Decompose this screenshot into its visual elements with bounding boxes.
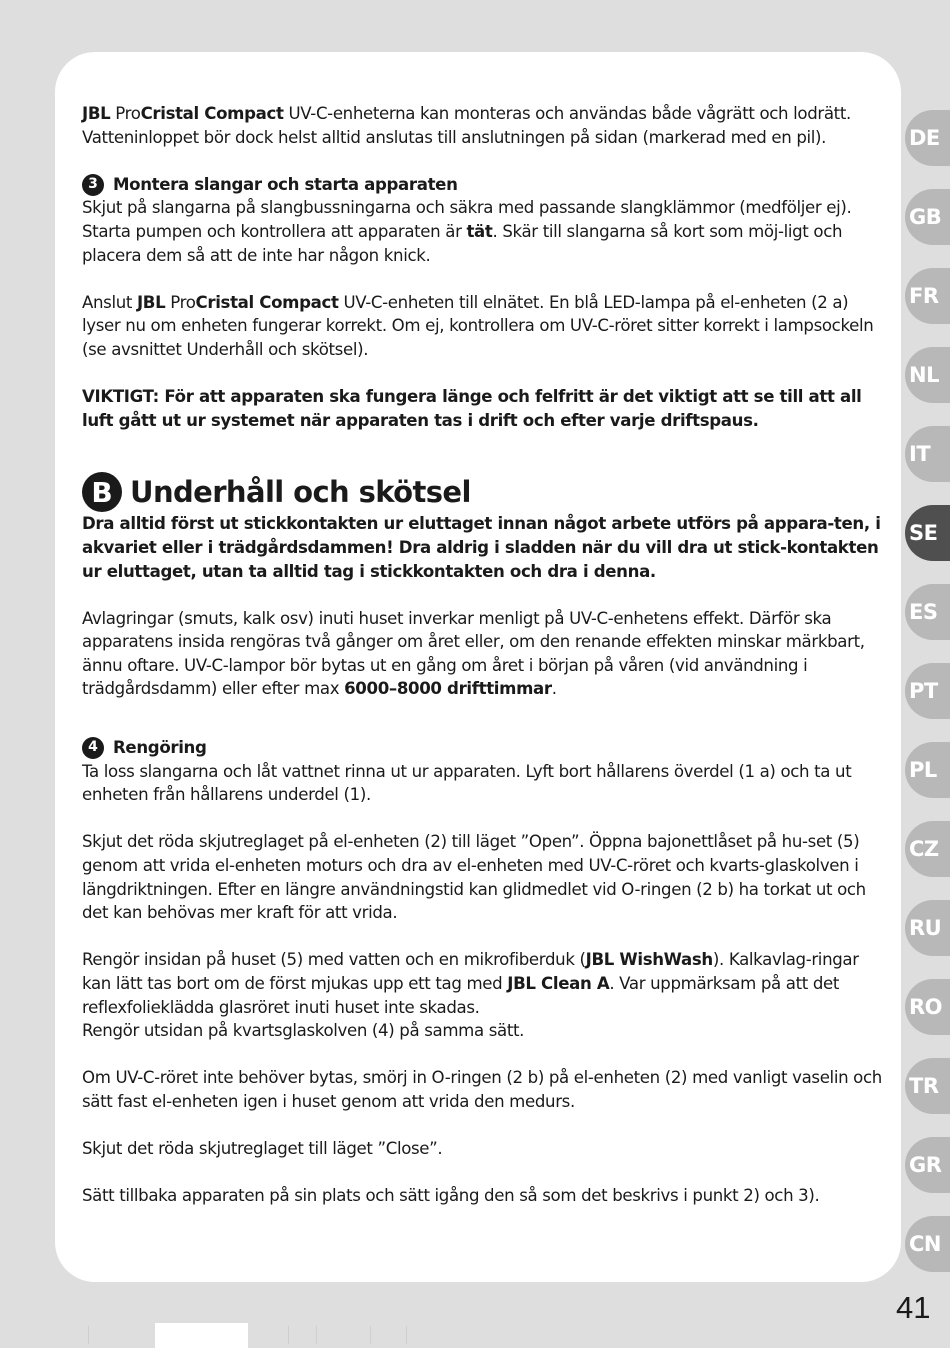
language-tab-ro[interactable]: RO bbox=[905, 979, 950, 1035]
safety-warning bbox=[82, 512, 882, 583]
deposits-text: Avlagringar (smuts, kalk osv) inuti huset inverkar menligt på UV-C-enhetens effekt. Därför ska apparatens insida rengöras två gånger om året eller, om den renande effekten minskar märkbart, ännu oftare. UV-C-lampor bör bytas ut en gång om året i början på våren (vid användning i trädgårdsdamm) eller efter max bbox=[82, 608, 865, 699]
section-b-heading bbox=[82, 472, 882, 512]
cleaning-paragraph-3 bbox=[82, 948, 882, 1042]
deposits-end: . bbox=[551, 679, 557, 699]
language-tab-se[interactable]: SE bbox=[905, 505, 950, 561]
cleaning-paragraph-4: Om UV-C-röret inte behöver bytas, smörj in O-ringen (2 b) på el-enheten (2) med vanligt vaselin och sätt fast el-enheten igen i huset genom att vrida den medurs. bbox=[82, 1068, 882, 1111]
emphasis-tight: tät bbox=[466, 221, 493, 241]
connect-text: UV-C-enheten till elnätet. En blå LED-lampa på el-enheten (2 a) lyser nu om enheten fungerar korrekt. Om ej, kontrollera om UV-C-röret sitter korrekt i lampsockeln (se avsnittet Underhåll och skötsel). bbox=[82, 292, 874, 359]
footer-tick bbox=[88, 1326, 89, 1344]
step-4-title: Rengöring bbox=[113, 738, 207, 758]
language-tab-pl[interactable]: PL bbox=[905, 742, 950, 798]
product-name: Cristal Compact bbox=[140, 104, 284, 123]
connect-paragraph bbox=[82, 291, 882, 362]
language-tab-gr[interactable]: GR bbox=[905, 1137, 950, 1193]
product-prefix: Pro bbox=[115, 104, 141, 123]
footer-tick bbox=[370, 1326, 371, 1344]
intro-paragraph bbox=[82, 102, 882, 149]
product-prefix: Pro bbox=[165, 292, 196, 312]
footer-strip bbox=[155, 1323, 248, 1348]
safety-warning-text: Dra alltid först ut stickkontakten ur eluttaget innan något arbete utförs på appara-ten, i akvariet eller i trädgårdsdammen! Dra aldrig i sladden när du vill dra ut stick-kontakten ur eluttaget, utan ta alltid tag i stickkontakten och dra i denna. bbox=[82, 514, 881, 581]
language-tab-pt[interactable]: PT bbox=[905, 663, 950, 719]
language-tab-es[interactable]: ES bbox=[905, 584, 950, 640]
step-3-paragraph bbox=[82, 196, 882, 267]
important-text: VIKTIGT: För att apparaten ska fungera länge och felfritt är det viktigt att se till att all luft gått ut ur systemet när apparaten tas i drift och efter varje driftspaus. bbox=[82, 387, 862, 430]
cleaning-paragraph-1: Ta loss slangarna och låt vattnet rinna ut ur apparaten. Lyft bort hållarens överdel (1 a) och ta ut enheten från hållarens underdel (1). bbox=[82, 761, 852, 805]
language-tab-cz[interactable]: CZ bbox=[905, 821, 950, 877]
footer-tick bbox=[288, 1326, 289, 1344]
brand-name: JBL bbox=[82, 104, 111, 123]
important-notice bbox=[82, 385, 882, 432]
cleaning-text: . Var uppmärksam på att det reflexfolieklädda glasröret inuti huset inte skadas. bbox=[82, 974, 840, 1017]
language-tab-ru[interactable]: RU bbox=[905, 900, 950, 956]
language-tab-fr[interactable]: FR bbox=[905, 268, 950, 324]
cleaning-text: Rengör insidan på huset (5) med vatten och en mikrofiberduk ( bbox=[82, 950, 586, 970]
cleaning-paragraph-5: Skjut det röda skjutreglaget till läget ”Close”. bbox=[82, 1139, 443, 1159]
brand-name: JBL bbox=[136, 292, 166, 312]
cleaning-paragraph-2: Skjut det röda skjutreglaget på el-enheten (2) till läget ”Open”. Öppna bajonettlåset på hu-set (5) genom att vrida el-enheten moturs och dra av el-enheten med UV-C-röret och kvarts-glaskolven i längdriktningen. Efter en längre användningstid kan glidmedlet vid O-ringen (2 b) ha torkat ut och det kan behövas mer kraft för att vrida. bbox=[82, 832, 866, 923]
product-clean-a: JBL Clean A bbox=[507, 974, 610, 993]
cleaning-text: Rengör utsidan på kvartsglaskolven (4) på samma sätt. bbox=[82, 1021, 525, 1041]
step-3-text-end: . Skär till slangarna så kort som möj-ligt och placera dem så att de inte har någon knick. bbox=[82, 221, 843, 265]
step-3-text: Skjut på slangarna på slangbussningarna och säkra med passande slangklämmor (medföljer ej). Starta pumpen och kontrollera att apparaten är bbox=[82, 198, 852, 241]
section-letter-b-icon: B bbox=[82, 472, 122, 512]
product-wishwash: JBL WishWash bbox=[585, 950, 713, 970]
step-number-3-icon: 3 bbox=[82, 174, 104, 196]
connect-prefix: Anslut bbox=[82, 292, 137, 312]
cleaning-text: ). Kalkavlag-ringar kan lätt tas bort om de först mjukas upp ett tag med bbox=[82, 950, 859, 993]
cleaning-paragraph-6: Sätt tillbaka apparaten på sin plats och sätt igång den så som det beskrivs i punkt 2) och 3). bbox=[82, 1186, 820, 1206]
language-tab-it[interactable]: IT bbox=[905, 426, 950, 482]
step-4-heading bbox=[82, 736, 882, 760]
intro-text: UV-C-enheterna kan monteras och användas både vågrätt och lodrätt. Vatteninloppet bör dock helst alltid anslutas till anslutningen på sidan (markerad med en pil). bbox=[82, 104, 851, 147]
page-number: 41 bbox=[896, 1290, 931, 1325]
footer-tick bbox=[406, 1326, 407, 1344]
document-body bbox=[82, 102, 882, 1232]
section-title: Underhåll och skötsel bbox=[130, 475, 471, 510]
language-tab-cn[interactable]: CN bbox=[905, 1216, 950, 1272]
deposits-paragraph bbox=[82, 607, 882, 701]
language-tab-nl[interactable]: NL bbox=[905, 347, 950, 403]
footer-tick bbox=[316, 1326, 317, 1344]
step-3-heading bbox=[82, 173, 882, 197]
product-name: Cristal Compact bbox=[195, 292, 339, 312]
language-tab-tr[interactable]: TR bbox=[905, 1058, 950, 1114]
language-tab-gb[interactable]: GB bbox=[905, 189, 950, 245]
step-number-4-icon: 4 bbox=[82, 737, 104, 759]
step-3-title: Montera slangar och starta apparaten bbox=[113, 174, 458, 194]
language-tab-de[interactable]: DE bbox=[905, 110, 950, 166]
operating-hours: 6000–8000 drifttimmar bbox=[344, 679, 552, 699]
